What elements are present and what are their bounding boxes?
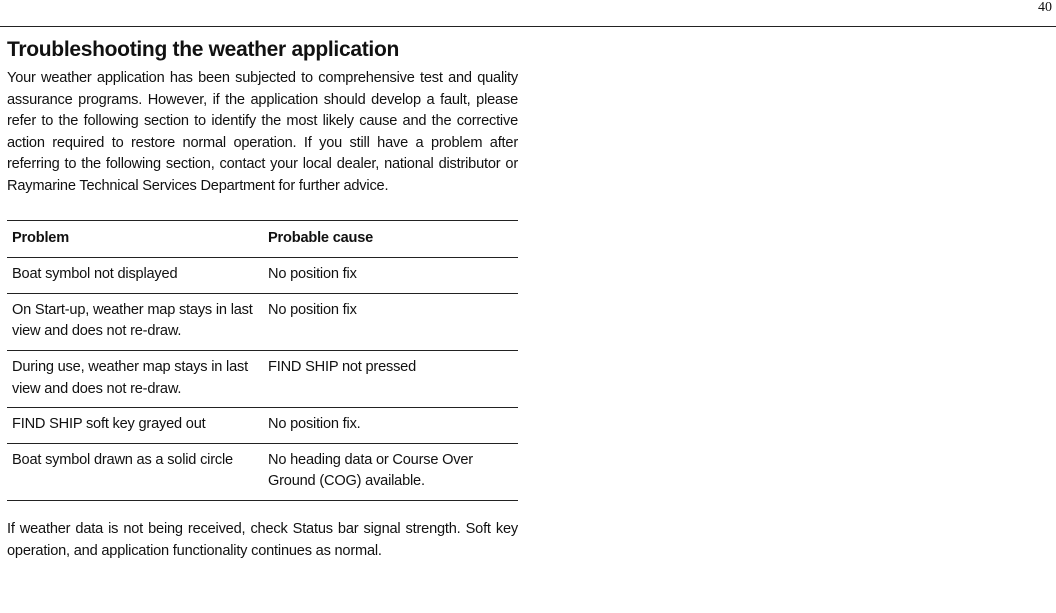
table-row [7, 258, 518, 294]
cause-cell: No position fix [263, 258, 518, 294]
cause-cell: FIND SHIP not pressed [263, 350, 518, 407]
problem-cell: Boat symbol not displayed [7, 258, 263, 294]
main-content [7, 36, 518, 562]
table-row [7, 443, 518, 500]
troubleshooting-table [7, 220, 518, 501]
table-row [7, 408, 518, 444]
problem-cell: FIND SHIP soft key grayed out [7, 408, 263, 444]
column-header-problem: Problem [7, 220, 263, 258]
cause-cell: No position fix [263, 293, 518, 350]
intro-paragraph: Your weather application has been subjected to comprehensive test and quality assurance programs. However, if the application should develop a fault, please refer to the following section to identify the most likely cause and the corrective action required to restore normal operation. If you still have a problem after referring to the following section, contact your local dealer, national distributor or Raymarine Technical Services Department for further advice. [7, 70, 518, 194]
page-number: 40 [1038, 0, 1052, 15]
problem-cell: During use, weather map stays in last view and does not re-draw. [7, 350, 263, 407]
footer-paragraph: If weather data is not being received, check Status bar signal strength. Soft key operation, and application functionality continues as normal. [7, 520, 518, 559]
cause-cell: No position fix. [263, 408, 518, 444]
cause-cell: No heading data or Course Over Ground (COG) available. [263, 443, 518, 500]
section-title: Troubleshooting the weather application [7, 38, 399, 61]
problem-cell: Boat symbol drawn as a solid circle [7, 443, 263, 500]
header-rule [0, 26, 1056, 27]
problem-cell: On Start-up, weather map stays in last view and does not re-draw. [7, 293, 263, 350]
table-header-row [7, 220, 518, 258]
table-row [7, 350, 518, 407]
table-row [7, 293, 518, 350]
column-header-cause: Probable cause [263, 220, 518, 258]
